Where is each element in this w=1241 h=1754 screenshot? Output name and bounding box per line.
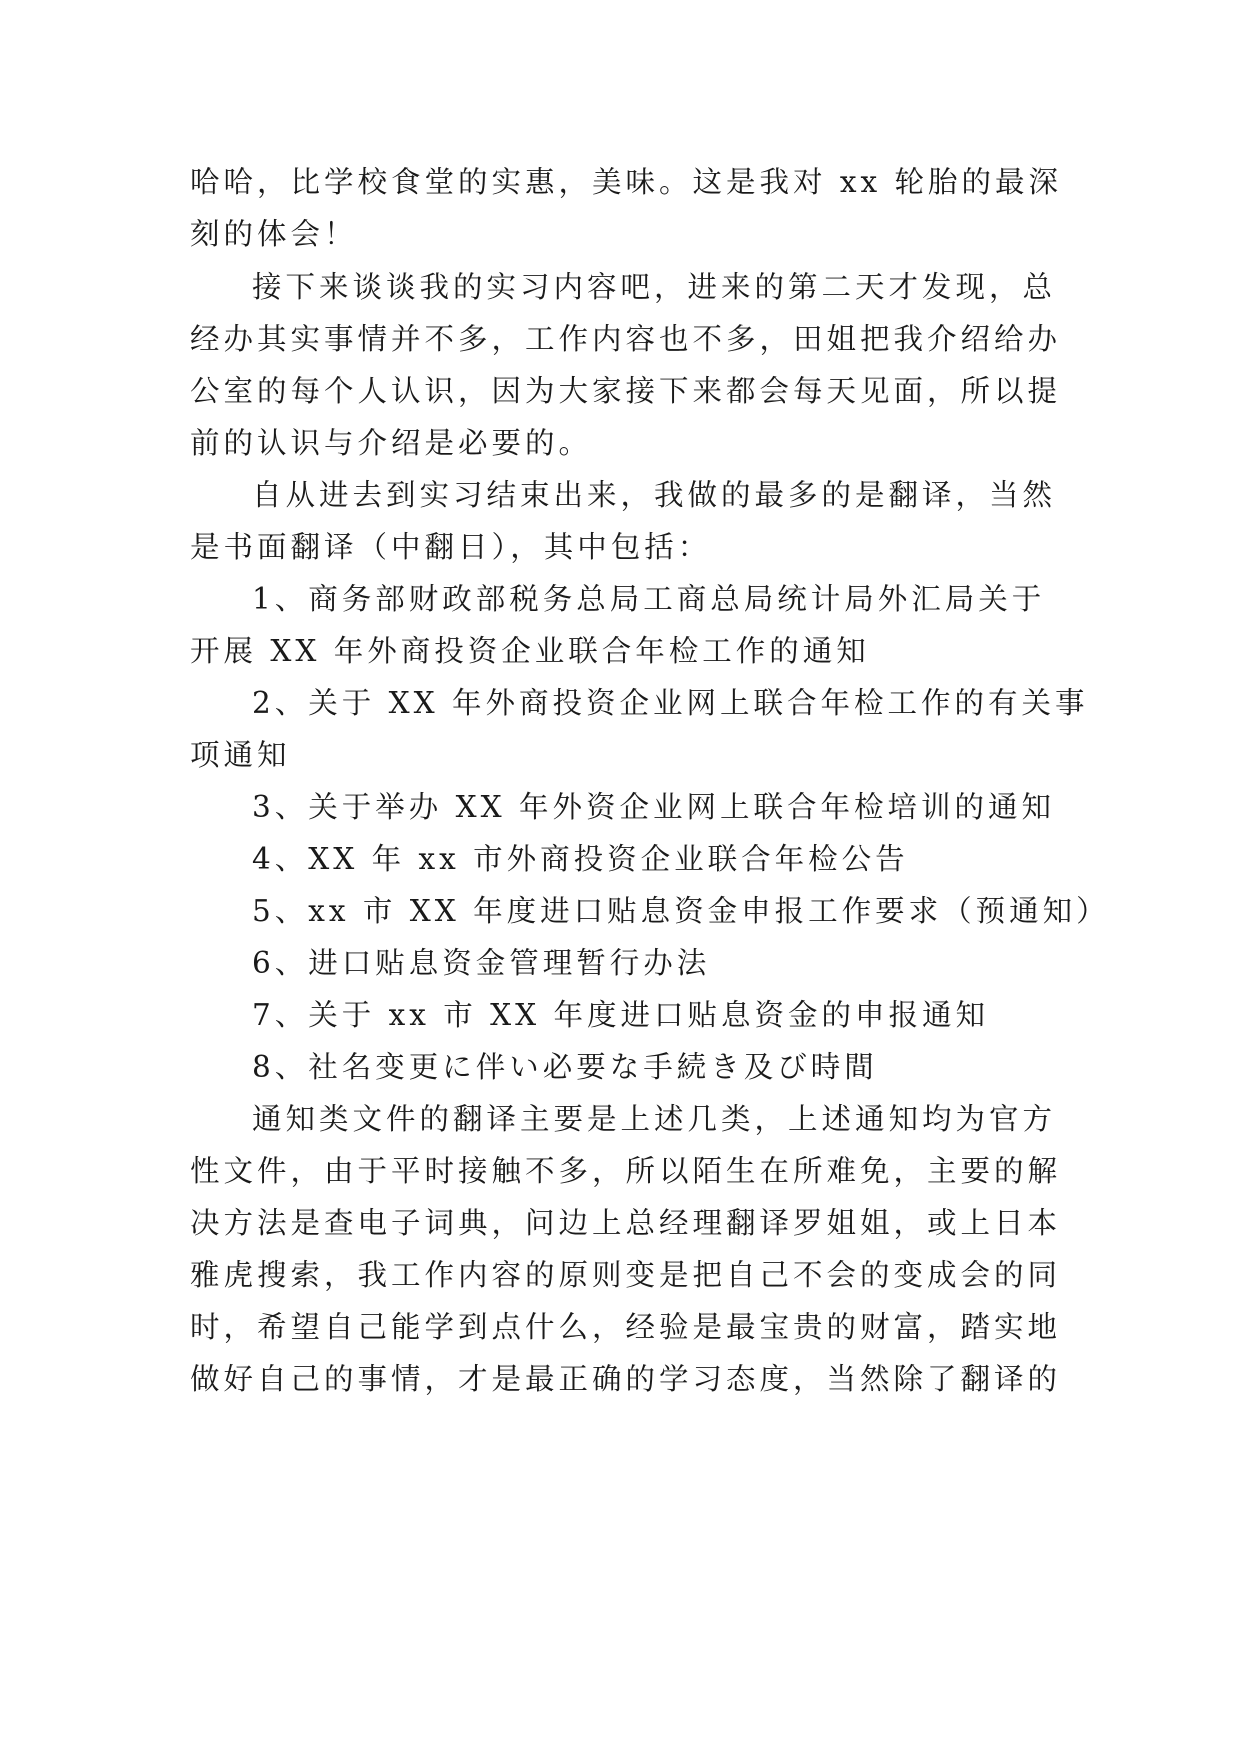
list-item: 8、社名变更に伴い必要な手続き及び時間 [252,1050,878,1084]
text-line: 经办其实事情并不多，工作内容也不多，田姐把我介绍给办 [190,322,1062,356]
list-item: 4、XX 年 xx 市外商投资企业联合年检公告 [252,842,909,876]
list-item: 3、关于举办 XX 年外资企业网上联合年检培训的通知 [252,790,1056,824]
text-line: 公室的每个人认识，因为大家接下来都会每天见面，所以提 [190,374,1062,408]
list-item: 7、关于 xx 市 XX 年度进口贴息资金的申报通知 [252,998,990,1032]
list-item: 1、商务部财政部税务总局工商总局统计局外汇局关于 [252,582,1046,616]
text-line: 刻的体会！ [190,217,358,251]
text-line: 决方法是查电子词典，问边上总经理翻译罗姐姐，或上日本 [190,1206,1062,1240]
text-line: 做好自己的事情，才是最正确的学习态度，当然除了翻译的 [190,1362,1062,1396]
text-line: 时，希望自己能学到点什么，经验是最宝贵的财富，踏实地 [190,1310,1062,1344]
text-line: 接下来谈谈我的实习内容吧，进来的第二天才发现，总 [252,270,1057,304]
text-line: 前的认识与介绍是必要的。 [190,426,593,460]
list-item: 5、xx 市 XX 年度进口贴息资金申报工作要求（预通知） [252,894,1110,928]
list-item: 6、进口贴息资金管理暂行办法 [252,946,711,980]
text-line: 性文件，由于平时接触不多，所以陌生在所难免，主要的解 [190,1154,1062,1188]
text-line: 雅虎搜索，我工作内容的原则变是把自己不会的变成会的同 [190,1258,1062,1292]
list-item-continuation: 开展 XX 年外商投资企业联合年检工作的通知 [190,634,870,668]
text-line: 通知类文件的翻译主要是上述几类，上述通知均为官方 [252,1102,1057,1136]
text-line: 哈哈，比学校食堂的实惠，美味。这是我对 xx 轮胎的最深 [190,165,1063,199]
list-item-continuation: 项通知 [190,738,291,772]
text-line: 自从进去到实习结束出来，我做的最多的是翻译，当然 [252,478,1057,512]
list-item: 2、关于 XX 年外商投资企业网上联合年检工作的有关事 [252,686,1089,720]
text-line: 是书面翻译（中翻日），其中包括： [190,530,712,564]
